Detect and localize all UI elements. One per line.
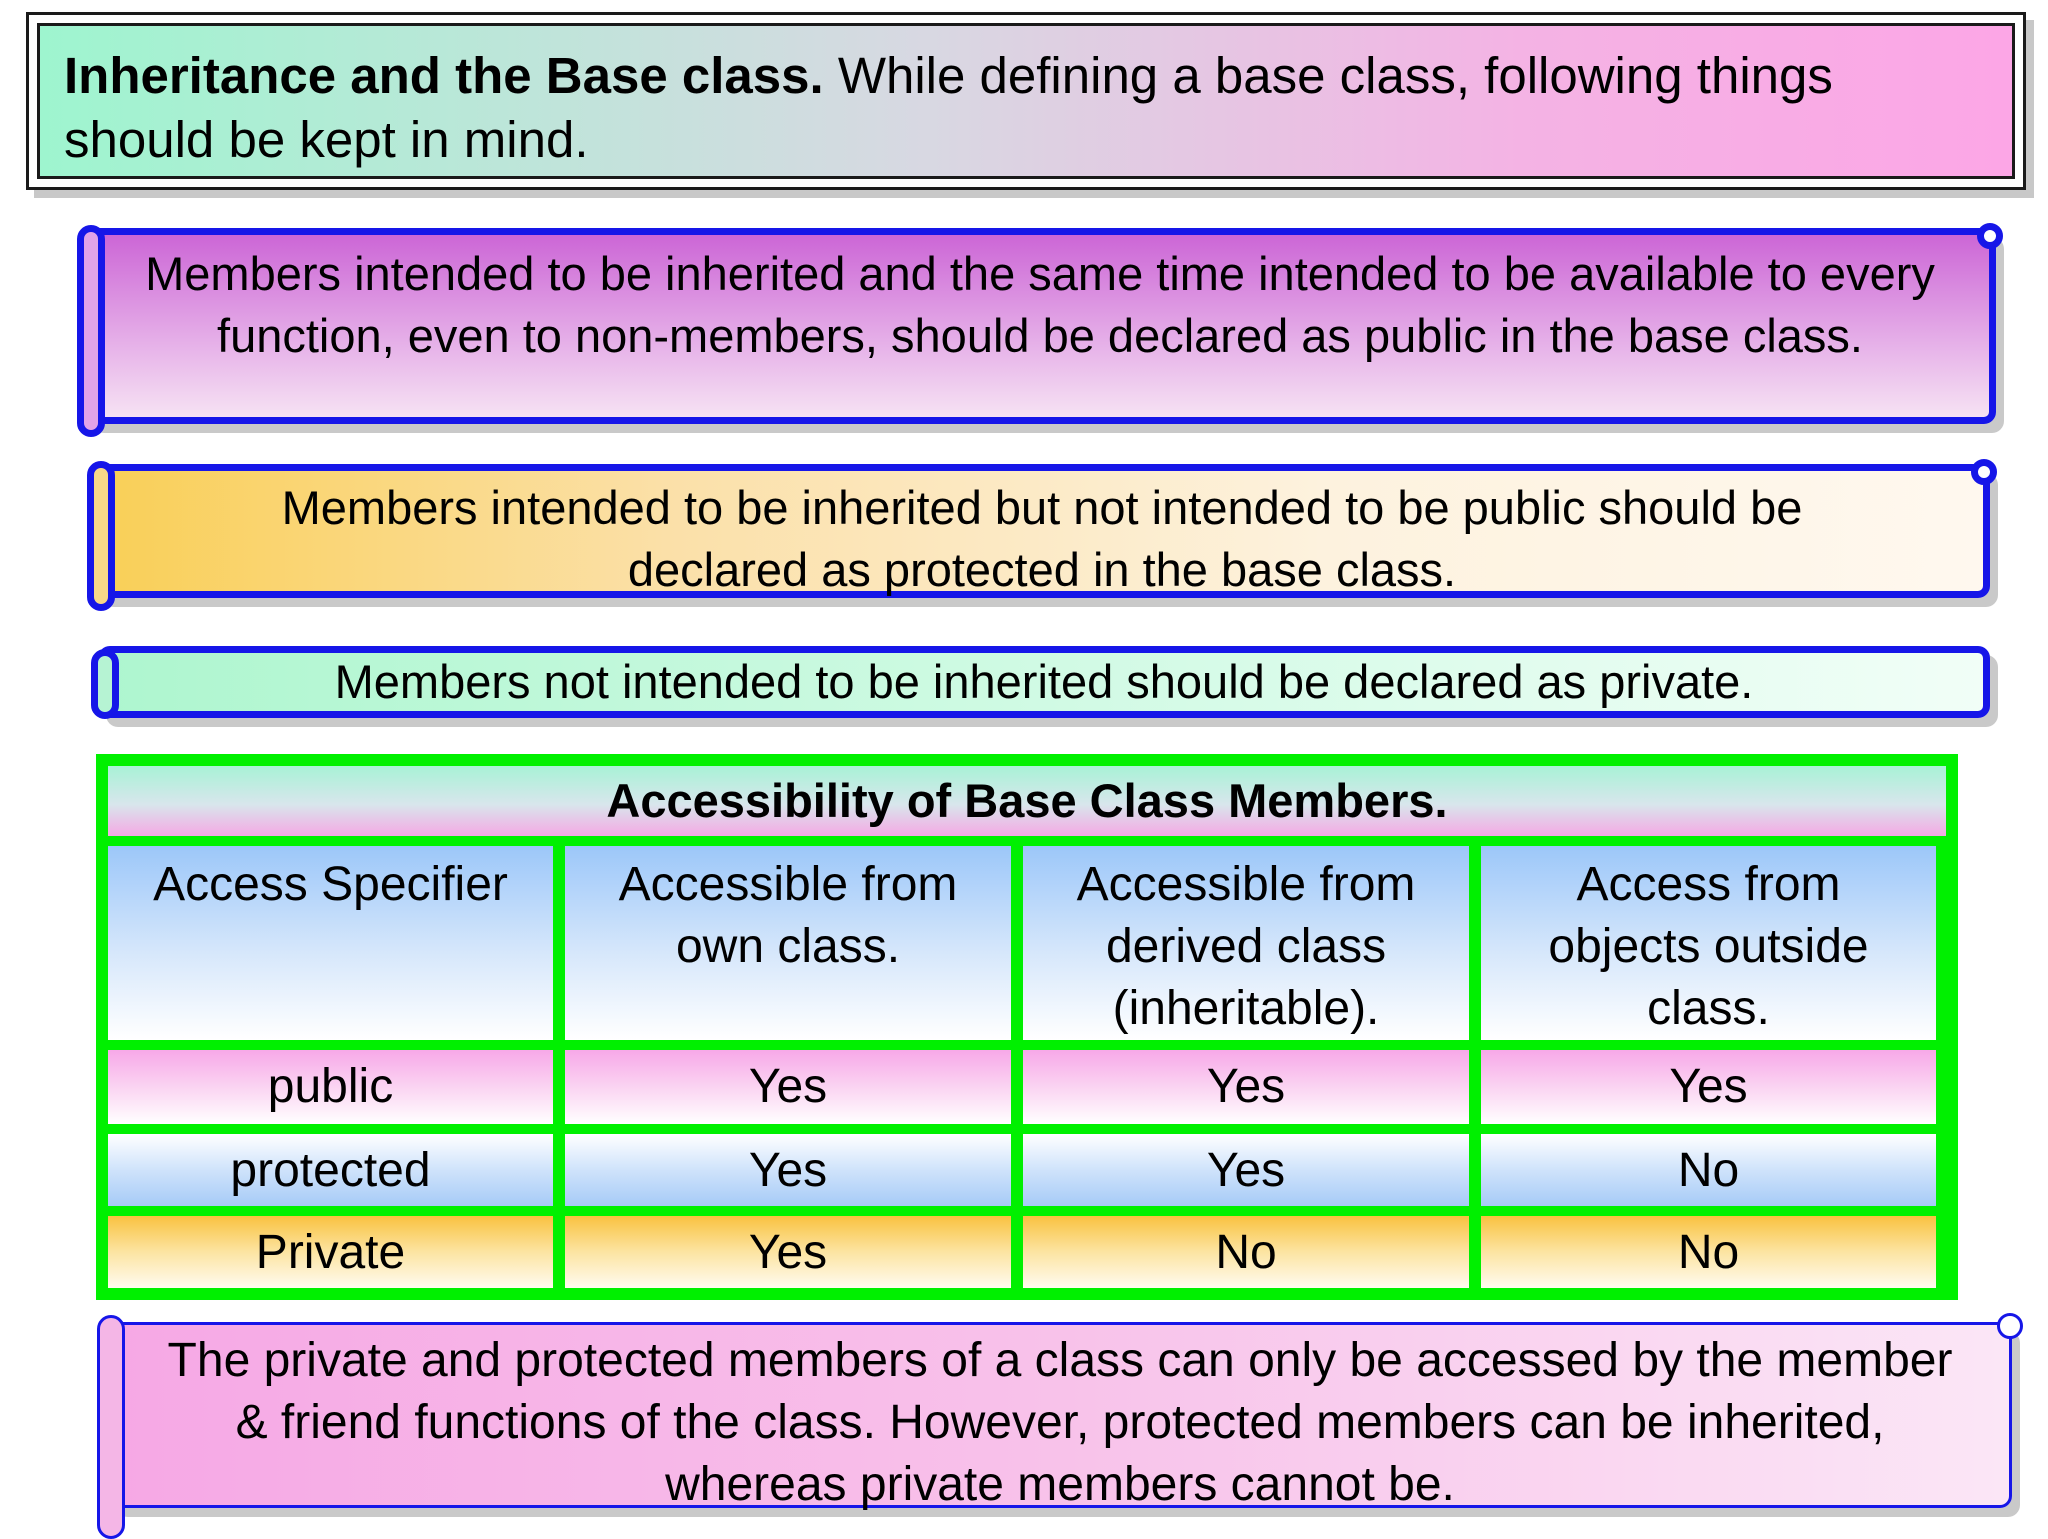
table-cell: Yes <box>1023 1134 1469 1206</box>
table-cell: Yes <box>1481 1050 1936 1124</box>
scroll-roll-decoration <box>97 1315 125 1539</box>
title-box <box>26 12 2026 190</box>
table-row-protected-specifier: protected <box>108 1134 553 1206</box>
title-lead: Inheritance and the Base class. <box>64 47 824 104</box>
header-outside-class: Access from objects outside class. <box>1481 846 1936 1040</box>
table-cell: Yes <box>565 1216 1011 1288</box>
scroll-roll-decoration <box>91 649 119 719</box>
header-access-specifier: Access Specifier <box>108 846 553 1040</box>
private-members-note <box>98 646 1990 718</box>
table-cell: Yes <box>1023 1050 1469 1124</box>
table-row-private-specifier: Private <box>108 1216 553 1288</box>
protected-members-text: Members intended to be inherited but not intended to be public should be declared as protected in the base class. <box>281 481 1803 596</box>
table-cell: Yes <box>565 1134 1011 1206</box>
scroll-curl-decoration <box>1971 459 1997 485</box>
public-members-note <box>84 228 1996 424</box>
table-cell: Yes <box>565 1050 1011 1124</box>
table-cell: No <box>1023 1216 1469 1288</box>
scroll-roll-decoration <box>77 225 105 437</box>
public-members-text: Members intended to be inherited and the same time intended to be available to every function, even to non-members, should be declared as public in the base class. <box>145 247 1935 362</box>
access-summary-note <box>108 1322 2012 1511</box>
protected-members-note <box>94 464 1990 598</box>
title-text <box>37 23 2015 179</box>
scroll-roll-decoration <box>87 461 115 611</box>
table-cell: No <box>1481 1134 1936 1206</box>
header-derived-class: Accessible from derived class (inheritable). <box>1023 846 1469 1040</box>
table-cell: No <box>1481 1216 1936 1288</box>
table-caption: Accessibility of Base Class Members. <box>108 766 1946 836</box>
scroll-curl-decoration <box>1977 223 2003 249</box>
scroll-curl-decoration <box>1997 1313 2023 1339</box>
accessibility-table <box>96 754 1958 1300</box>
access-summary-text: The private and protected members of a class can only be accessed by the member & friend functions of the class. However, protected members can be inherited, whereas private members cannot be. <box>167 1334 1953 1511</box>
private-members-text: Members not intended to be inherited should be declared as private. <box>334 655 1754 708</box>
header-own-class: Accessible from own class. <box>565 846 1011 1040</box>
title-rest: While defining a base class, following things should be kept in mind. <box>64 47 1833 168</box>
table-row-public-specifier: public <box>108 1050 553 1124</box>
